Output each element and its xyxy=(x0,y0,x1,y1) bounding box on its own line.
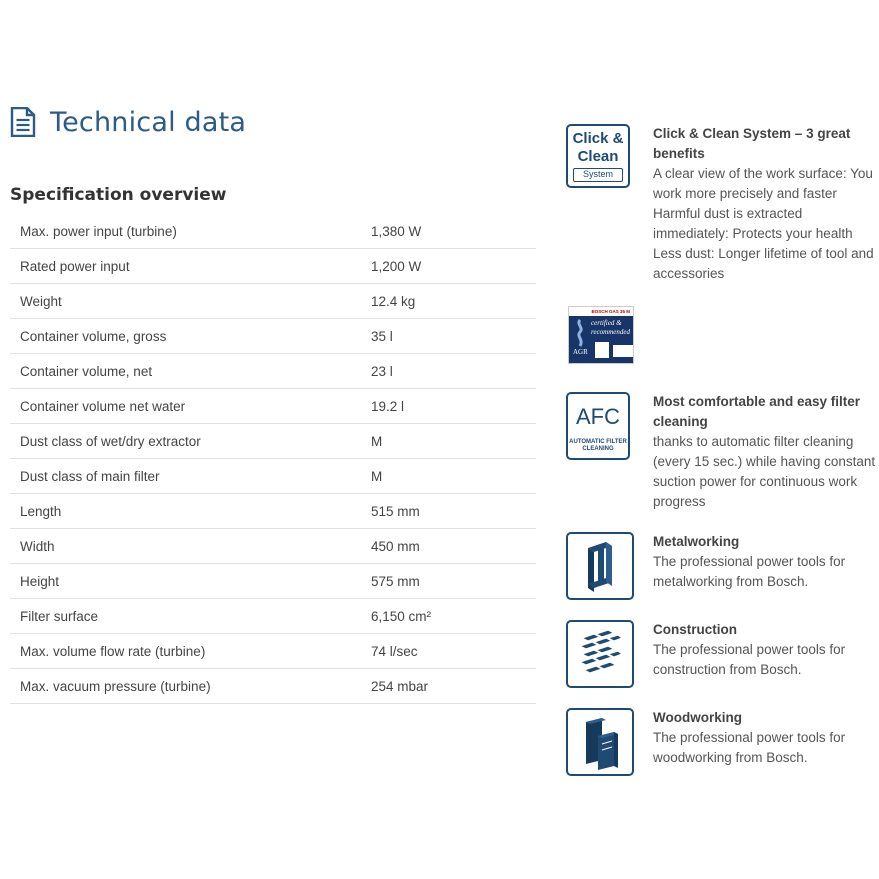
spec-row xyxy=(10,319,536,354)
spec-label: Container volume net water xyxy=(10,389,361,424)
agr-certificate-logo xyxy=(568,306,634,364)
afc-text xyxy=(653,392,879,512)
spec-value: 1,200 W xyxy=(361,249,536,284)
woodworking-description: The professional power tools for woodworking from Bosch. xyxy=(653,730,846,765)
click-clean-description: A clear view of the work surface: You work more precisely and faster Harmful dust is extracted immediately: Protects your health Less dust: Longer lifetime of tool and accessories xyxy=(653,166,874,281)
spec-value: 575 mm xyxy=(361,564,536,599)
spec-label: Container volume, gross xyxy=(10,319,361,354)
spec-row xyxy=(10,214,536,249)
spec-value: 12.4 kg xyxy=(361,284,536,319)
spec-value: 6,150 cm² xyxy=(361,599,536,634)
spec-row xyxy=(10,634,536,669)
click-clean-text xyxy=(653,124,879,284)
spine-figure-icon xyxy=(573,319,587,347)
document-icon xyxy=(10,107,36,137)
afc-description: thanks to automatic filter cleaning (every 15 sec.) while having constant suction power for continuous work progress xyxy=(653,434,876,509)
spec-value: 254 mbar xyxy=(361,669,536,704)
spec-row xyxy=(10,529,536,564)
spec-label: Dust class of main filter xyxy=(10,459,361,494)
steel-beam-icon xyxy=(568,534,632,598)
spec-row xyxy=(10,494,536,529)
spec-label: Max. power input (turbine) xyxy=(10,214,361,249)
wood-planks-icon xyxy=(568,710,632,774)
spec-row xyxy=(10,389,536,424)
metalworking-title: Metalworking xyxy=(653,534,740,549)
spec-row xyxy=(10,354,536,389)
spec-row xyxy=(10,459,536,494)
spec-label: Dust class of wet/dry extractor xyxy=(10,424,361,459)
spec-value: 23 l xyxy=(361,354,536,389)
click-clean-badge xyxy=(566,124,630,188)
spec-value: 515 mm xyxy=(361,494,536,529)
afc-badge xyxy=(566,392,630,460)
spec-label: Height xyxy=(10,564,361,599)
agr-top-text: BOSCH GAS 35 M xyxy=(569,307,633,316)
spec-value: 1,380 W xyxy=(361,214,536,249)
agr-certified-text: certified & recommended xyxy=(591,319,631,336)
features-panel xyxy=(566,0,879,879)
construction-title: Construction xyxy=(653,622,737,637)
afc-title: Most comfortable and easy filter cleaning xyxy=(653,394,861,429)
specification-table xyxy=(10,214,536,704)
spec-label: Filter surface xyxy=(10,599,361,634)
spec-row xyxy=(10,669,536,704)
spec-row xyxy=(10,599,536,634)
woodworking-text xyxy=(653,708,879,768)
spec-label: Length xyxy=(10,494,361,529)
spec-label: Max. vacuum pressure (turbine) xyxy=(10,669,361,704)
spec-label: Max. volume flow rate (turbine) xyxy=(10,634,361,669)
page-title xyxy=(10,104,246,140)
badge-text-clean: Clean xyxy=(577,148,619,165)
spec-row xyxy=(10,284,536,319)
spec-row xyxy=(10,424,536,459)
page-title-text: Technical data xyxy=(50,106,247,138)
spec-label: Rated power input xyxy=(10,249,361,284)
spec-label: Container volume, net xyxy=(10,354,361,389)
woodworking-title: Woodworking xyxy=(653,710,742,725)
spec-value: 74 l/sec xyxy=(361,634,536,669)
spec-value: 450 mm xyxy=(361,529,536,564)
construction-badge xyxy=(566,620,634,688)
metalworking-badge xyxy=(566,532,634,600)
spec-row xyxy=(10,249,536,284)
spec-value: M xyxy=(361,424,536,459)
agr-org-text: AGR xyxy=(573,348,588,356)
construction-description: The professional power tools for construction from Bosch. xyxy=(653,642,846,677)
afc-badge-text: AFC xyxy=(576,404,620,429)
metalworking-text xyxy=(653,532,879,592)
certificate-seal-icon xyxy=(595,342,609,358)
woodworking-badge xyxy=(566,708,634,776)
click-clean-title: Click & Clean System – 3 great benefits xyxy=(653,126,851,161)
construction-text xyxy=(653,620,879,680)
afc-badge-subtext: AUTOMATIC FILTER CLEANING xyxy=(569,439,627,452)
specification-heading: Specification overview xyxy=(10,185,227,205)
spec-value: M xyxy=(361,459,536,494)
certificate-subtext-block xyxy=(613,345,633,357)
spec-label: Width xyxy=(10,529,361,564)
brick-wall-icon xyxy=(568,622,632,686)
spec-value: 19.2 l xyxy=(361,389,536,424)
spec-row xyxy=(10,564,536,599)
spec-value: 35 l xyxy=(361,319,536,354)
metalworking-description: The professional power tools for metalworking from Bosch. xyxy=(653,554,846,589)
badge-text-click: Click & xyxy=(572,130,624,147)
badge-text-system: System xyxy=(573,168,623,182)
spec-label: Weight xyxy=(10,284,361,319)
